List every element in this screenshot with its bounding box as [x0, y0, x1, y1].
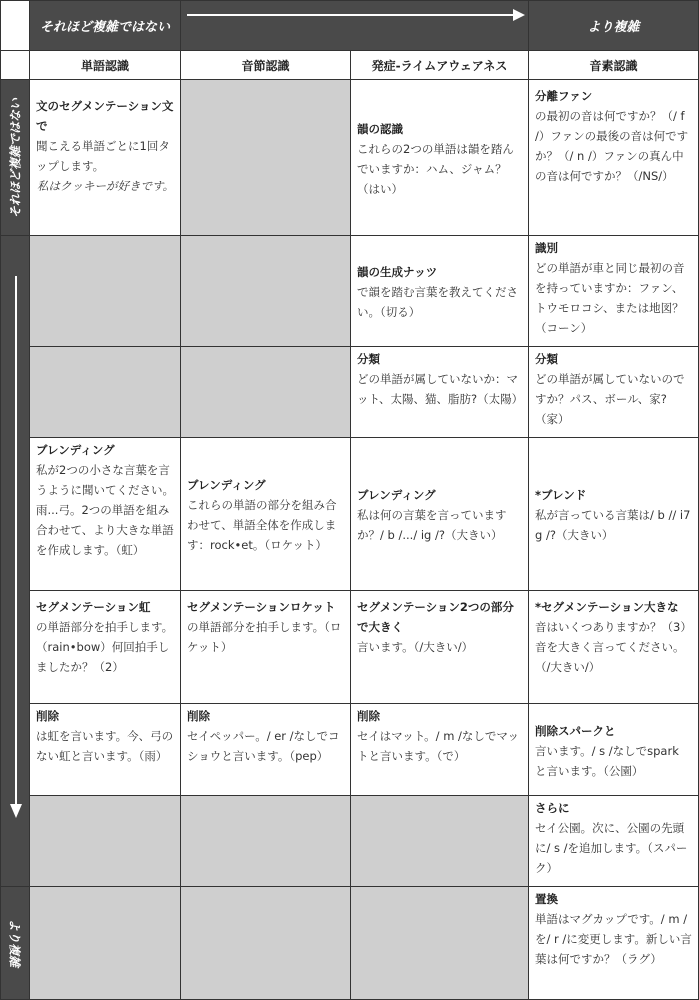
cell-syllable-blending — [180, 437, 351, 591]
cell-title: セグメンテーション2つの部分で大きく — [357, 600, 514, 634]
column-header-phoneme — [528, 50, 699, 80]
cell-onset-categorization — [350, 346, 529, 438]
side-header-less-label: それほど複雑ではない — [8, 97, 23, 218]
cell-empty-r7-syllable — [180, 795, 351, 887]
cell-body: 言います。/ s /なしでspark と言います。（公園） — [535, 743, 679, 778]
cell-rhyme-production — [350, 235, 529, 347]
cell-title: 分離ファン — [535, 89, 593, 103]
cell-title: セグメンテーションロケット — [187, 600, 336, 614]
cell-title: セグメンテーション虹 — [36, 600, 151, 614]
cell-example: 私はクッキーが好きです。 — [36, 179, 175, 193]
cell-phoneme-isolation — [528, 79, 699, 236]
column-header-syllable-label: 音節認識 — [241, 58, 290, 73]
top-header-less-label: それほど複雑ではない — [39, 20, 170, 35]
column-header-phoneme-label: 音素認識 — [589, 58, 638, 73]
top-header-less-complex — [29, 0, 181, 51]
cell-body: 私は何の言葉を言っていますか？/ b /.../ ig /?（大きい） — [357, 508, 507, 542]
cell-title: 削除 — [357, 709, 380, 723]
cell-phoneme-segmentation — [528, 590, 699, 704]
cell-body: の最初の音は何ですか？（/ f /）ファンの最後の音は何ですか？（/ n /）ファンの真ん中の音は何ですか？（/NS/） — [535, 109, 689, 183]
cell-body: 単語はマグカップです。/ m /を/ r /に変更します。新しい言葉は何ですか？（ラグ） — [535, 912, 692, 966]
column-header-syllable — [180, 50, 351, 80]
cell-phoneme-identification — [528, 235, 699, 347]
cell-title: 削除 — [187, 709, 210, 723]
cell-empty-r3-word — [29, 346, 181, 438]
cell-onset-blending — [350, 437, 529, 591]
cell-word-deletion — [29, 703, 181, 796]
cell-syllable-segmentation — [180, 590, 351, 704]
cell-title: 置換 — [535, 892, 558, 906]
cell-body: は虹を言います。今、弓のない虹と言います。（雨） — [36, 729, 174, 763]
top-header-more-label: より複雑 — [587, 20, 640, 35]
cell-body: の単語部分を拍手します。（ロケット） — [187, 620, 342, 654]
cell-phoneme-deletion — [528, 703, 699, 796]
column-header-onset-rime-label: 発症-ライムアウェアネス — [371, 58, 508, 73]
cell-title: ブレンディング — [357, 488, 436, 502]
cell-phoneme-substitution — [528, 886, 699, 1000]
cell-body: 言います。（/大きい/） — [357, 640, 474, 654]
cell-body: セイはマット。/ m /なしでマットと言います。（で） — [357, 729, 519, 763]
column-header-spacer — [0, 50, 30, 80]
column-header-onset-rime — [350, 50, 529, 80]
cell-body: どの単語が属していないのですか？パス、ボール、家?（家） — [535, 372, 685, 426]
cell-onset-segmentation — [350, 590, 529, 704]
cell-empty-r2-syllable — [180, 235, 351, 347]
cell-title: ブレンディング — [36, 443, 115, 457]
cell-word-blending — [29, 437, 181, 591]
cell-empty-r1-syllable — [180, 79, 351, 236]
cell-title: ブレンディング — [187, 478, 266, 492]
cell-title: *ブレンド — [535, 488, 587, 502]
cell-title: *セグメンテーション大きな — [535, 600, 679, 614]
cell-title: 文のセグメンテーション文で — [36, 99, 174, 133]
cell-phoneme-addition — [528, 795, 699, 887]
down-arrow-icon — [1, 236, 30, 887]
cell-empty-r7-word — [29, 795, 181, 887]
cell-word-segmentation — [29, 590, 181, 704]
cell-empty-r8-syllable — [180, 886, 351, 1000]
cell-title: 識別 — [535, 241, 558, 255]
side-header-less-complex — [0, 79, 30, 236]
cell-empty-r7-onset — [350, 795, 529, 887]
cell-empty-r8-word — [29, 886, 181, 1000]
cell-body: どの単語が属していないか：マット、太陽、猫、脂肪?（太陽） — [357, 372, 524, 406]
cell-empty-r2-word — [29, 235, 181, 347]
side-header-more-complex — [0, 886, 30, 1000]
top-header-more-complex — [528, 0, 699, 51]
cell-rhyme-recognition — [350, 79, 529, 236]
cell-title: 韻の認識 — [357, 121, 403, 136]
cell-phoneme-categorization — [528, 346, 699, 438]
cell-empty-r8-onset — [350, 886, 529, 1000]
cell-body: 私が2つの小さな言葉を言うように聞いてください。雨...弓。2つの単語を組み合わせて、より大きな単語を作成します。（虹） — [36, 463, 174, 557]
cell-syllable-deletion — [180, 703, 351, 796]
cell-title: 韻の生成ナッツ — [357, 265, 438, 279]
cell-body: 私が言っている言葉は/ b // i7 g /?（大きい） — [535, 508, 691, 542]
cell-title: 分類 — [535, 352, 558, 366]
cell-body: で韻を踏む言葉を教えてください。（切る） — [357, 285, 518, 319]
cell-body: の単語部分を拍手します。（rain•bow）何回拍手しましたか？（2） — [36, 620, 174, 674]
cell-title: さらに — [535, 801, 570, 815]
top-header-arrow-cell — [180, 0, 529, 51]
cell-body: どの単語が車と同じ最初の音を持っていますか：ファン、トウモロコシ、または地図？（コーン） — [535, 261, 685, 335]
cell-body: 音はいくつありますか？（3）音を大きく言ってください。（/大きい/） — [535, 620, 692, 674]
cell-phoneme-blending — [528, 437, 699, 591]
cell-onset-deletion — [350, 703, 529, 796]
cell-body: 聞こえる単語ごとに1回タップします。 — [36, 139, 170, 173]
cell-body: セイ公園。次に、公園の先頭に/ s /を追加します。（スパーク） — [535, 821, 688, 875]
cell-title: 分類 — [357, 352, 380, 366]
cell-word-sentence-segmentation — [29, 79, 181, 236]
cell-empty-r3-syllable — [180, 346, 351, 438]
side-arrow-cell — [0, 235, 30, 887]
column-header-word-label: 単語認識 — [80, 58, 129, 73]
side-header-more-label: より複雑 — [7, 918, 22, 968]
cell-body: これらの単語の部分を組み合わせて、単語全体を作成します：rock•et。（ロケット） — [187, 498, 337, 552]
cell-body: セイペッパー。/ er /なしでコショウと言います。（pep） — [187, 729, 340, 763]
cell-body: これらの2つの単語は韻を踏んでいますか：ハム、ジャム？（はい） — [357, 141, 514, 196]
right-arrow-icon — [181, 1, 529, 51]
cell-title: 削除スパークと — [535, 723, 616, 738]
corner-cell — [0, 0, 30, 51]
cell-title: 削除 — [36, 709, 59, 723]
column-header-word — [29, 50, 181, 80]
